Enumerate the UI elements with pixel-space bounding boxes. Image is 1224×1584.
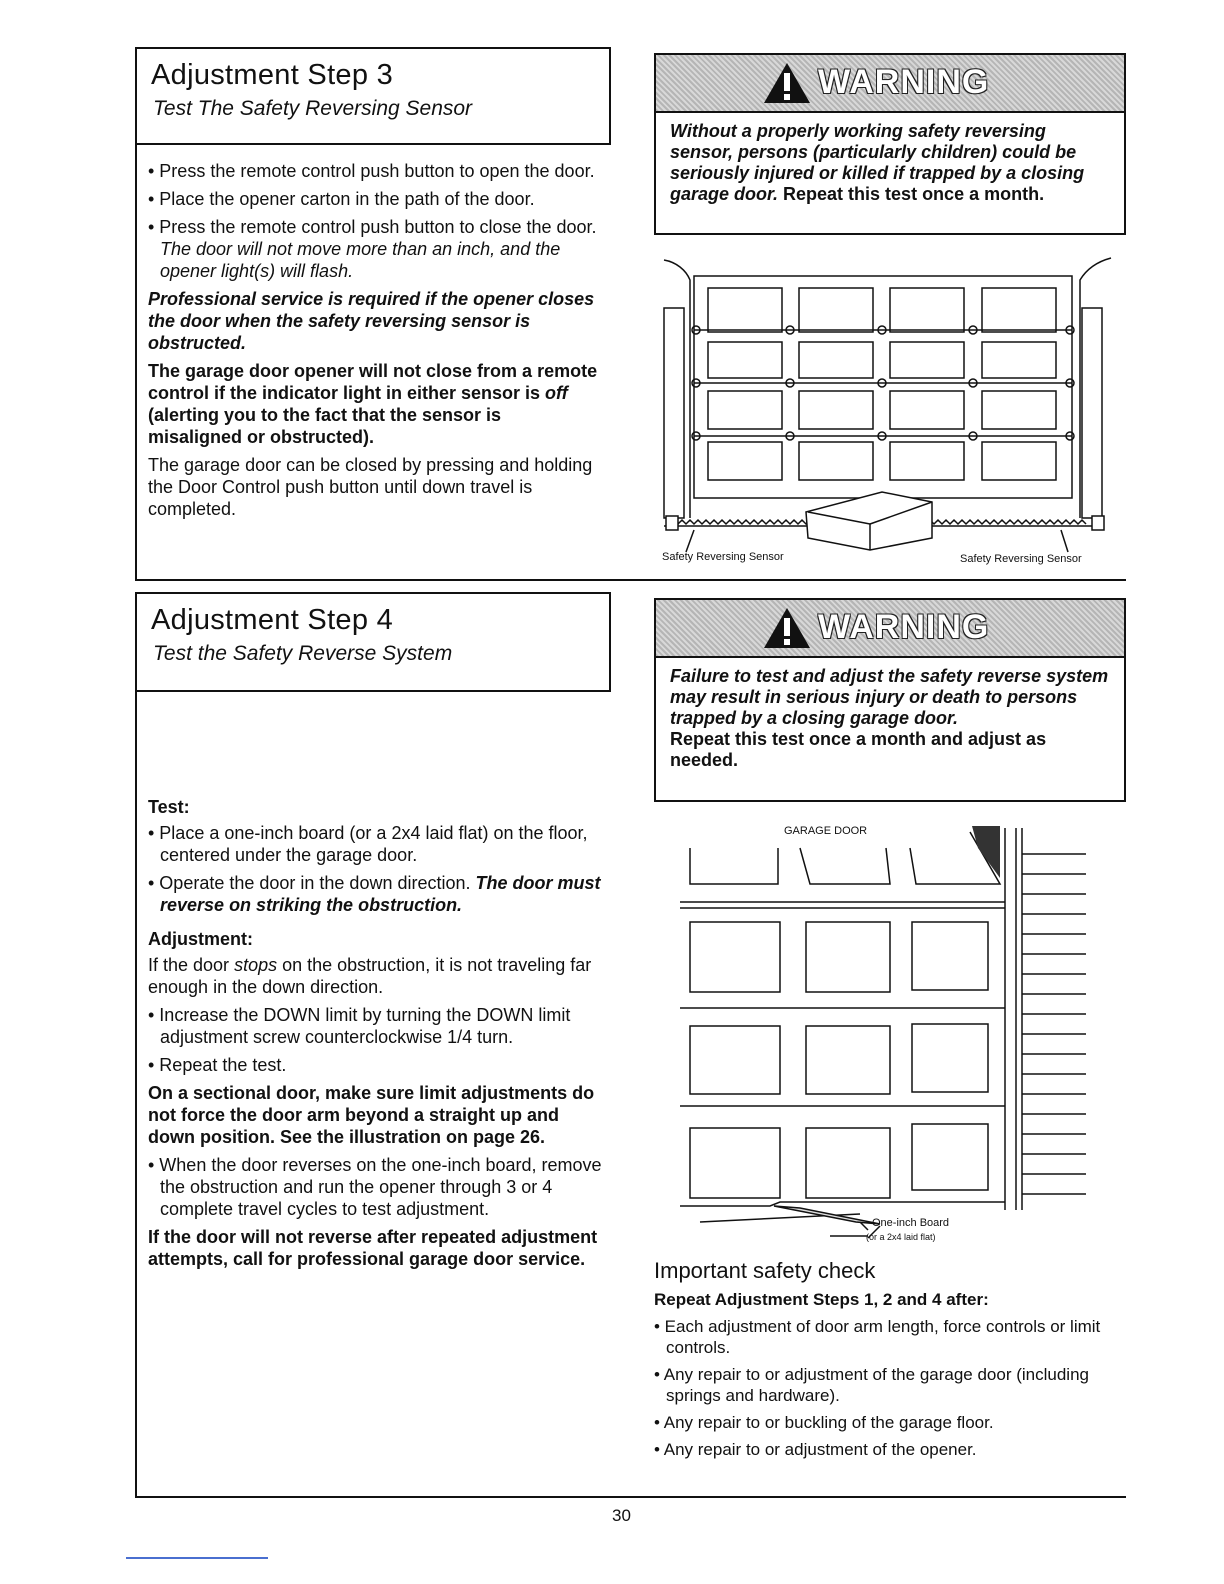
step4-header — [135, 592, 611, 692]
step3-not-close-note: The garage door opener will not close from a remote control if the indicator light in either sensor is off (alerting you to the fact that the sensor is misaligned or obstructed). — [148, 361, 598, 447]
warning-text-2: Failure to test and adjust the safety reverse system may result in serious injury or death to persons trapped by a closing garage door. Repeat this test once a month and adjust as needed. — [670, 666, 1109, 770]
figure2-door-label: GARAGE DOOR — [784, 825, 868, 837]
page-number: 30 — [612, 1506, 631, 1525]
warning-label-2: WARNING — [818, 608, 990, 646]
important-subheading: Repeat Adjustment Steps 1, 2 and 4 after: — [654, 1290, 989, 1309]
list-item: • Any repair to or buckling of the garage floor. — [654, 1413, 994, 1432]
warning-text-1: Without a properly working safety reversing sensor, persons (particularly children) could be seriously injured or killed if trapped by a closing garage door. Repeat this test once a month. — [670, 121, 1085, 204]
test-heading: Test: — [148, 797, 190, 817]
list-item: • Any repair to or adjustment of the opener. — [654, 1440, 977, 1459]
adjustment-bullet-1: • Increase the DOWN limit by turning the DOWN limit adjustment screw counterclockwise 1/4 turn. — [148, 1005, 571, 1047]
step3-professional-note: Professional service is required if the opener closes the door when the safety reversing sensor is obstructed. — [148, 289, 595, 353]
step3-body — [148, 160, 598, 526]
step4-subtitle: Test the Safety Reverse System — [153, 642, 453, 665]
warning-triangle-icon — [762, 606, 812, 650]
warning-box-1 — [654, 53, 1126, 235]
figure1-left-label: Safety Reversing Sensor — [662, 551, 784, 563]
door-arm-shape — [972, 826, 1000, 878]
step3-left-rule — [135, 145, 137, 579]
step3-subtitle: Test The Safety Reversing Sensor — [153, 97, 473, 120]
garage-door-sensor-illustration — [656, 250, 1122, 575]
important-safety-check — [654, 1258, 1124, 1466]
figure2-board-sublabel: (or a 2x4 laid flat) — [866, 1232, 936, 1242]
warning-triangle-icon — [762, 61, 812, 105]
adjustment-bullet-2: • Repeat the test. — [148, 1055, 287, 1075]
bottom-rule — [135, 1496, 1126, 1498]
step3-bullet-1: • Press the remote control push button to open the door. — [148, 161, 595, 181]
adjustment-heading: Adjustment: — [148, 929, 253, 949]
sectional-door-note: On a sectional door, make sure limit adjustments do not force the door arm beyond a straight up and down position. See the illustration on page 26. — [148, 1083, 595, 1147]
garage-door-board-illustration — [660, 818, 1100, 1248]
reverses-bullet: • When the door reverses on the one-inch board, remove the obstruction and run the opener through 3 or 4 complete travel cycles to test adjustment. — [148, 1155, 602, 1219]
blue-underline — [126, 1557, 268, 1559]
warning-label-1: WARNING — [818, 63, 990, 101]
step3-header — [135, 47, 611, 145]
important-list — [654, 1316, 1124, 1460]
test-bullet-2: • Operate the door in the down direction. The door must reverse on striking the obstruction. — [148, 873, 601, 915]
step3-bullet-3: • Press the remote control push button to close the door. The door will not move more than an inch, and the opener light(s) will flash. — [148, 217, 597, 281]
step3-door-control-note: The garage door can be closed by pressing and holding the Door Control push button until down travel is completed. — [148, 455, 593, 519]
test-bullet-1: • Place a one-inch board (or a 2x4 laid flat) on the floor, centered under the garage door. — [148, 823, 588, 865]
not-reverse-note: If the door will not reverse after repeated adjustment attempts, call for professional garage door service. — [148, 1227, 598, 1269]
important-heading: Important safety check — [654, 1258, 876, 1283]
figure1-right-label: Safety Reversing Sensor — [960, 553, 1082, 565]
step3-bullet-2: • Place the opener carton in the path of the door. — [148, 189, 535, 209]
step4-body — [148, 796, 606, 1276]
section-divider — [135, 579, 1126, 581]
warning-banner-2 — [656, 600, 1124, 658]
step4-title: Adjustment Step 4 — [151, 604, 394, 636]
step4-left-rule — [135, 692, 137, 1498]
figure2-board-label: One-inch Board — [872, 1217, 950, 1229]
list-item: • Each adjustment of door arm length, force controls or limit controls. — [654, 1317, 1101, 1357]
step3-title: Adjustment Step 3 — [151, 59, 394, 91]
list-item: • Any repair to or adjustment of the garage door (including springs and hardware). — [654, 1365, 1089, 1405]
warning-box-2 — [654, 598, 1126, 802]
adjustment-paragraph: If the door stops on the obstruction, it is not traveling far enough in the down direction. — [148, 955, 592, 997]
warning-banner-1 — [656, 55, 1124, 113]
